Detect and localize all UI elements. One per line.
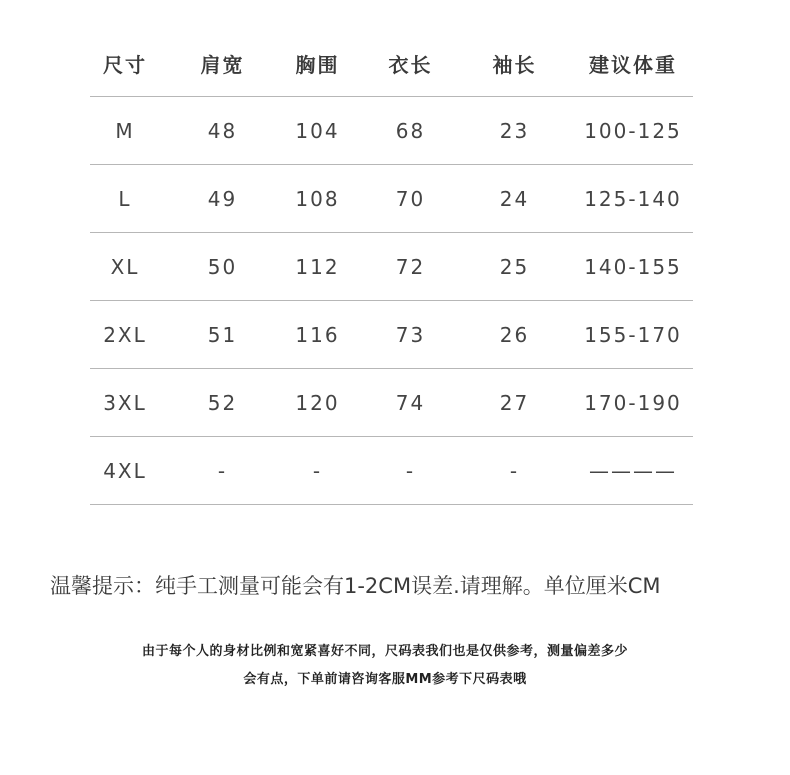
weight-cell: 140-155 [584, 254, 682, 279]
table-row [90, 437, 693, 505]
size-cell: M [115, 118, 135, 143]
sleeve-cell: 23 [499, 118, 530, 143]
table-row [90, 233, 693, 301]
sleeve-cell: 27 [499, 390, 530, 415]
header-sleeve: 袖长 [492, 52, 537, 77]
chest-cell: 108 [295, 186, 340, 211]
size-cell: L [118, 186, 132, 211]
header-length: 衣长 [388, 52, 433, 77]
table-row [90, 97, 693, 165]
weight-cell: 125-140 [584, 186, 682, 211]
chest-cell: 116 [295, 322, 340, 347]
table-header-row [90, 30, 693, 97]
length-cell: 73 [395, 322, 426, 347]
chest-cell: 120 [295, 390, 340, 415]
shoulder-cell: 52 [207, 390, 238, 415]
shoulder-cell: - [217, 458, 228, 483]
chest-cell: 104 [295, 118, 340, 143]
size-note-line-2: 会有点，下单前请咨询客服MM参考下尺码表哦 [243, 672, 527, 687]
header-weight: 建议体重 [589, 52, 677, 77]
weight-cell: 170-190 [584, 390, 682, 415]
size-chart-table [90, 30, 693, 505]
table-row [90, 369, 693, 437]
weight-cell: ———— [589, 458, 677, 483]
weight-cell: 155-170 [584, 322, 682, 347]
sleeve-cell: 25 [499, 254, 530, 279]
shoulder-cell: 50 [207, 254, 238, 279]
size-note-line-1: 由于每个人的身材比例和宽紧喜好不同，尺码表我们也是仅供参考，测量偏差多少 [141, 644, 628, 659]
length-cell: - [405, 458, 416, 483]
size-cell: 2XL [103, 322, 147, 347]
sleeve-cell: 26 [499, 322, 530, 347]
length-cell: 68 [395, 118, 426, 143]
weight-cell: 100-125 [584, 118, 682, 143]
length-cell: 70 [395, 186, 426, 211]
sleeve-cell: - [509, 458, 520, 483]
shoulder-cell: 49 [207, 186, 238, 211]
sleeve-cell: 24 [499, 186, 530, 211]
chest-cell: 112 [295, 254, 340, 279]
size-cell: 4XL [103, 458, 147, 483]
length-cell: 74 [395, 390, 426, 415]
size-cell: 3XL [103, 390, 147, 415]
table-row [90, 301, 693, 369]
table-row [90, 165, 693, 233]
chest-cell: - [312, 458, 323, 483]
shoulder-cell: 51 [207, 322, 238, 347]
header-chest: 胸围 [295, 52, 340, 77]
header-shoulder-width: 肩宽 [200, 52, 245, 77]
header-size: 尺寸 [103, 52, 147, 77]
length-cell: 72 [395, 254, 426, 279]
measurement-tip: 温馨提示：纯手工测量可能会有1-2CM误差.请理解。单位厘米CM [50, 574, 661, 598]
shoulder-cell: 48 [207, 118, 238, 143]
size-cell: XL [110, 254, 140, 279]
